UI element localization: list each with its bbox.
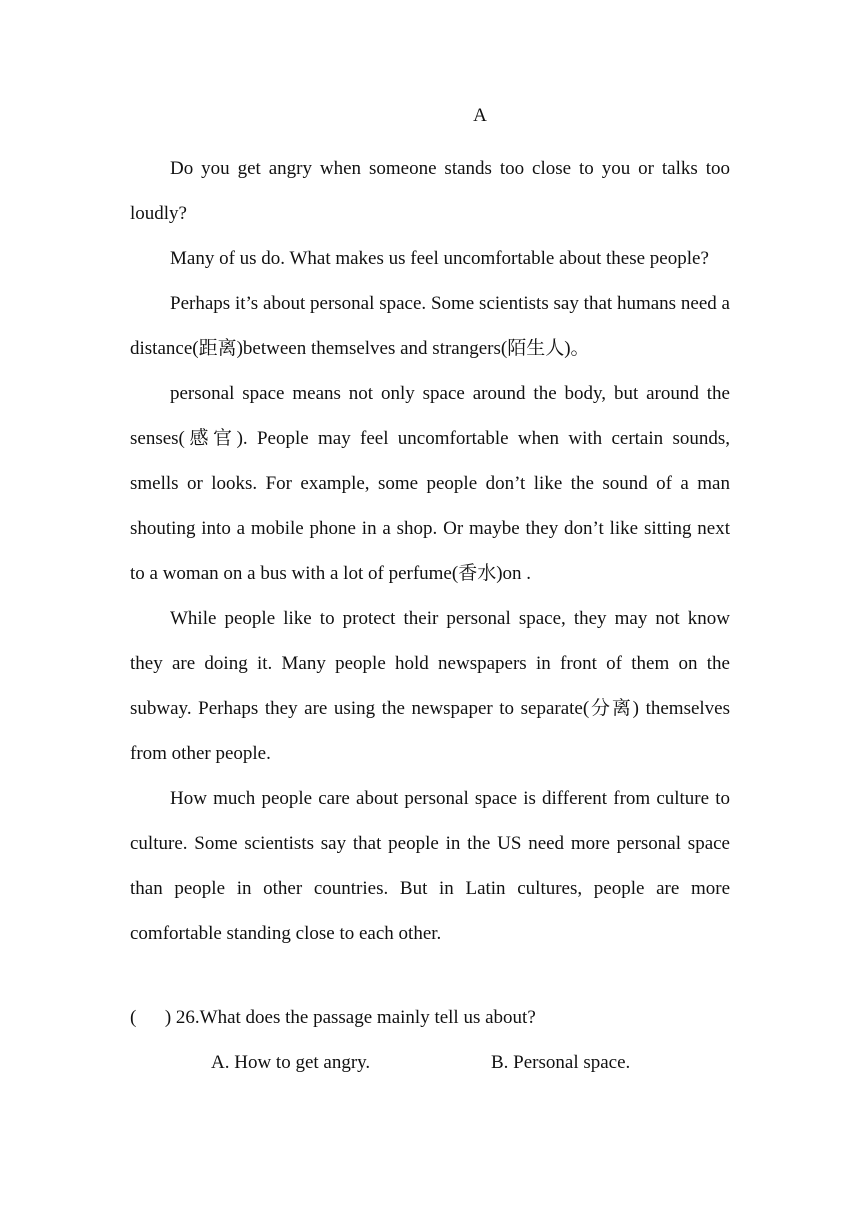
passage [130, 146, 730, 956]
paragraph-5: While people like to protect their personal space, they may not know they are doing it. Many people hold newspapers in front of them on the subway. Perhaps they are using the newspaper to separate(分离) themselves from other people. [130, 608, 730, 764]
paragraph-6: How much people care about personal space is different from culture to culture. Some scientists say that people in the US need more personal space than people in other countries. But in Latin cultures, people are more comfortable standing close to each other. [130, 788, 730, 944]
paragraph-1: Do you get angry when someone stands too close to you or talks too loudly? [130, 158, 730, 224]
paragraph-4: personal space means not only space around the body, but around the senses(感官). People may feel uncomfortable when with certain sounds, smells or looks. For example, some people don’t like the sound of a man shouting into a mobile phone in a shop. Or maybe they don’t like sitting next to a woman on a bus with a lot of perfume(香水)on . [130, 383, 730, 584]
option-a: A. How to get angry. [211, 1052, 371, 1073]
section-heading: A [473, 105, 487, 126]
question-26: ( ) 26.What does the passage mainly tell us about? [130, 1007, 536, 1028]
option-b: B. Personal space. [491, 1052, 631, 1073]
paragraph-3: Perhaps it’s about personal space. Some scientists say that humans need a distance(距离)between themselves and strangers(陌生人)。 [130, 293, 730, 359]
paragraph-2: Many of us do. What makes us feel uncomfortable about these people? [170, 248, 709, 269]
